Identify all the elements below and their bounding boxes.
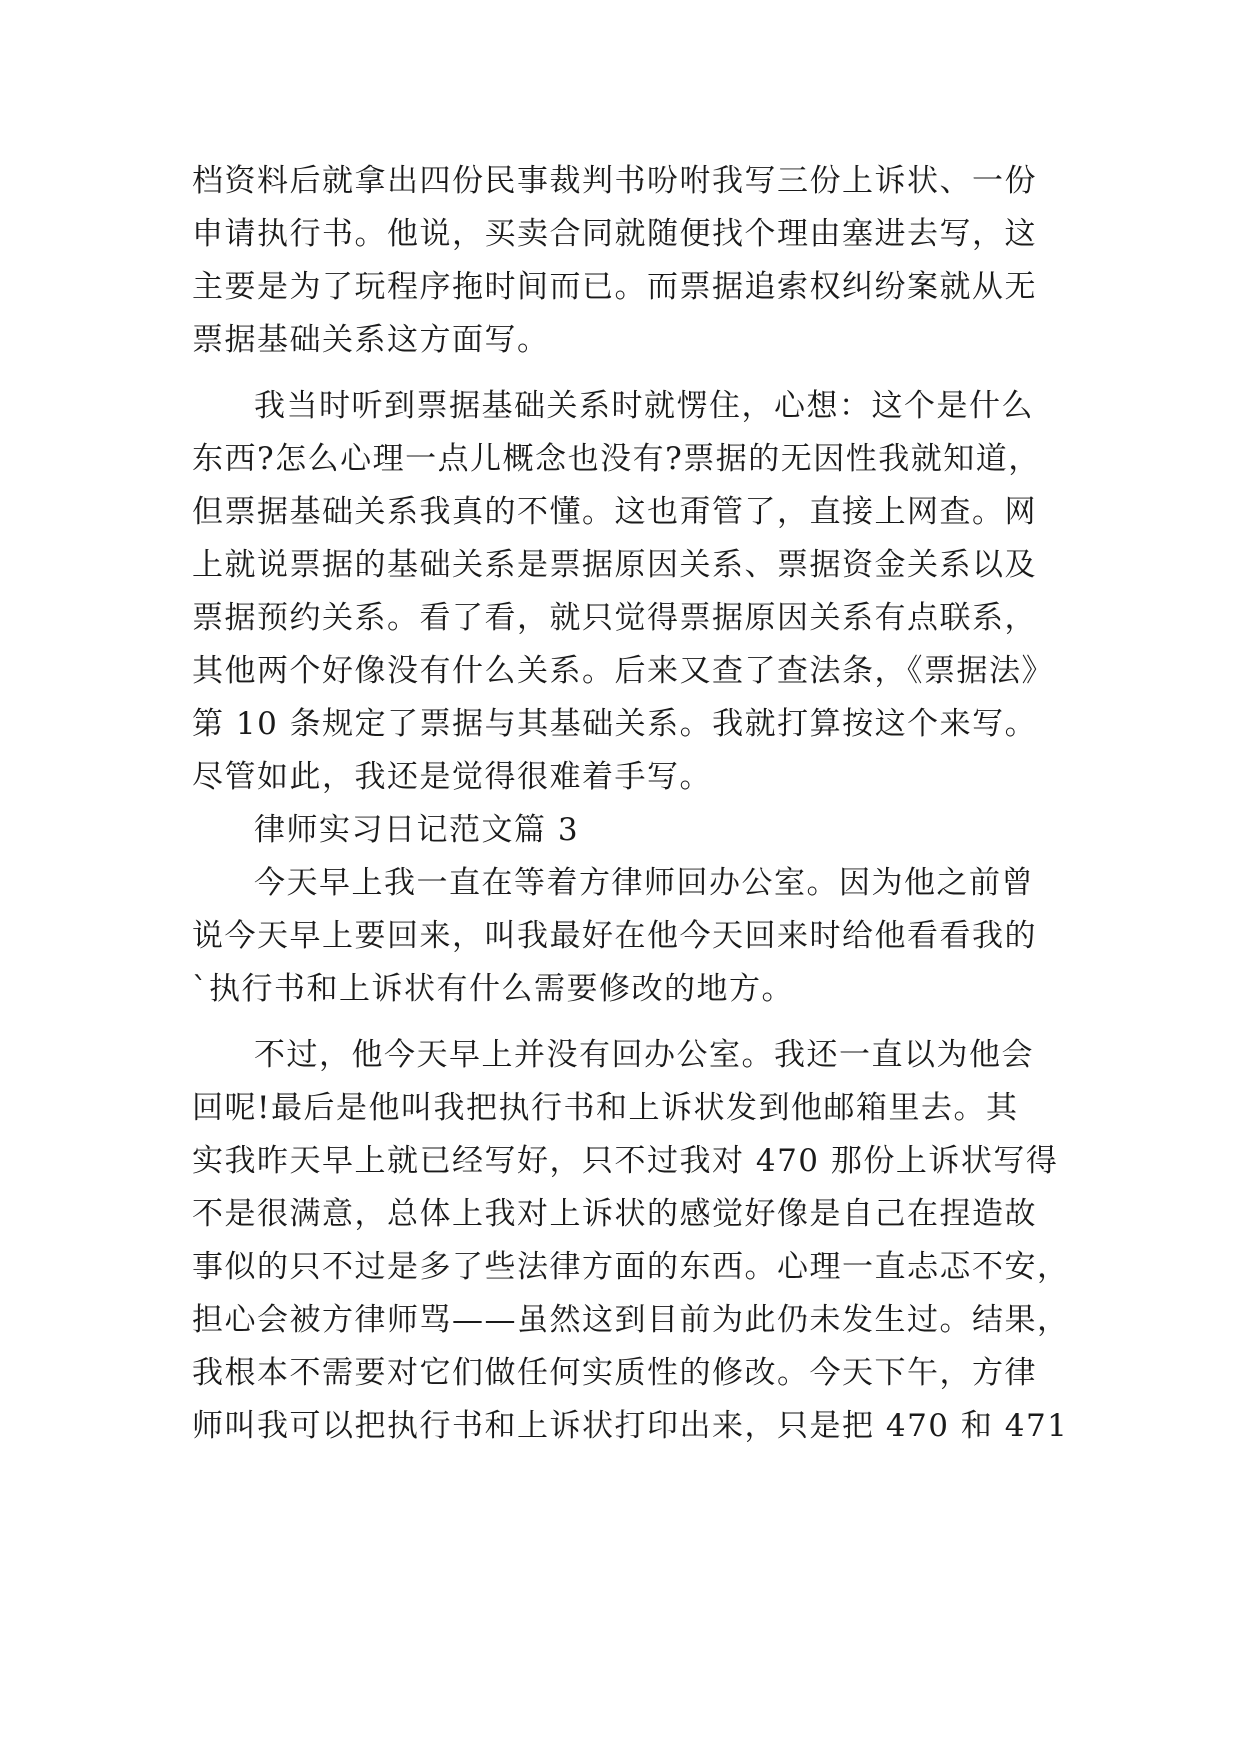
text-line: 但票据基础关系我真的不懂。这也甭管了，直接上网查。网: [192, 494, 1037, 530]
text-line: 实我昨天早上就已经写好，只不过我对 470 那份上诉状写得: [192, 1143, 1059, 1179]
paragraph-spacer: [192, 1016, 1072, 1029]
text-line: 上就说票据的基础关系是票据原因关系、票据资金关系以及: [192, 547, 1037, 583]
paragraph-4: [192, 857, 1072, 1016]
text-line: 今天早上我一直在等着方律师回办公室。因为他之前曾: [254, 865, 1034, 901]
text-line: 担心会被方律师骂——虽然这到目前为此仍未发生过。结果，: [192, 1302, 1070, 1338]
text-line: 说今天早上要回来，叫我最好在他今天回来时给他看看我的: [192, 918, 1037, 954]
section-heading-text: 律师实习日记范文篇 3: [254, 812, 580, 848]
text-line: 我当时听到票据基础关系时就愣住，心想：这个是什么: [254, 388, 1034, 424]
paragraph-1: [192, 155, 1072, 367]
text-line: 回呢!最后是他叫我把执行书和上诉状发到他邮箱里去。其: [192, 1090, 1019, 1126]
text-line: `执行书和上诉状有什么需要修改的地方。: [192, 971, 794, 1007]
text-line: 不过，他今天早上并没有回办公室。我还一直以为他会: [254, 1037, 1034, 1073]
text-line: 票据预约关系。看了看，就只觉得票据原因关系有点联系，: [192, 600, 1037, 636]
text-line: 档资料后就拿出四份民事裁判书吩咐我写三份上诉状、一份: [192, 163, 1037, 199]
text-line: 事似的只不过是多了些法律方面的东西。心理一直忐忑不安，: [192, 1249, 1070, 1285]
text-line: 申请执行书。他说，买卖合同就随便找个理由塞进去写，这: [192, 216, 1037, 252]
paragraph-5: [192, 1029, 1072, 1453]
text-line: 尽管如此，我还是觉得很难着手写。: [192, 759, 712, 795]
text-line: 不是很满意，总体上我对上诉状的感觉好像是自己在捏造故: [192, 1196, 1037, 1232]
text-line: 第 10 条规定了票据与其基础关系。我就打算按这个来写。: [192, 706, 1038, 742]
text-line: 票据基础关系这方面写。: [192, 322, 550, 358]
document-body: [192, 155, 1072, 1453]
paragraph-spacer: [192, 367, 1072, 380]
text-line: 东西?怎么心理一点儿概念也没有?票据的无因性我就知道，: [192, 441, 1041, 477]
text-line: 我根本不需要对它们做任何实质性的修改。今天下午，方律: [192, 1355, 1037, 1391]
section-heading: [192, 804, 1072, 857]
paragraph-2: [192, 380, 1072, 804]
text-line: 主要是为了玩程序拖时间而已。而票据追索权纠纷案就从无: [192, 269, 1037, 305]
text-line: 其他两个好像没有什么关系。后来又查了查法条，《票据法》: [192, 653, 1054, 689]
text-line: 师叫我可以把执行书和上诉状打印出来，只是把 470 和 471: [192, 1408, 1069, 1444]
